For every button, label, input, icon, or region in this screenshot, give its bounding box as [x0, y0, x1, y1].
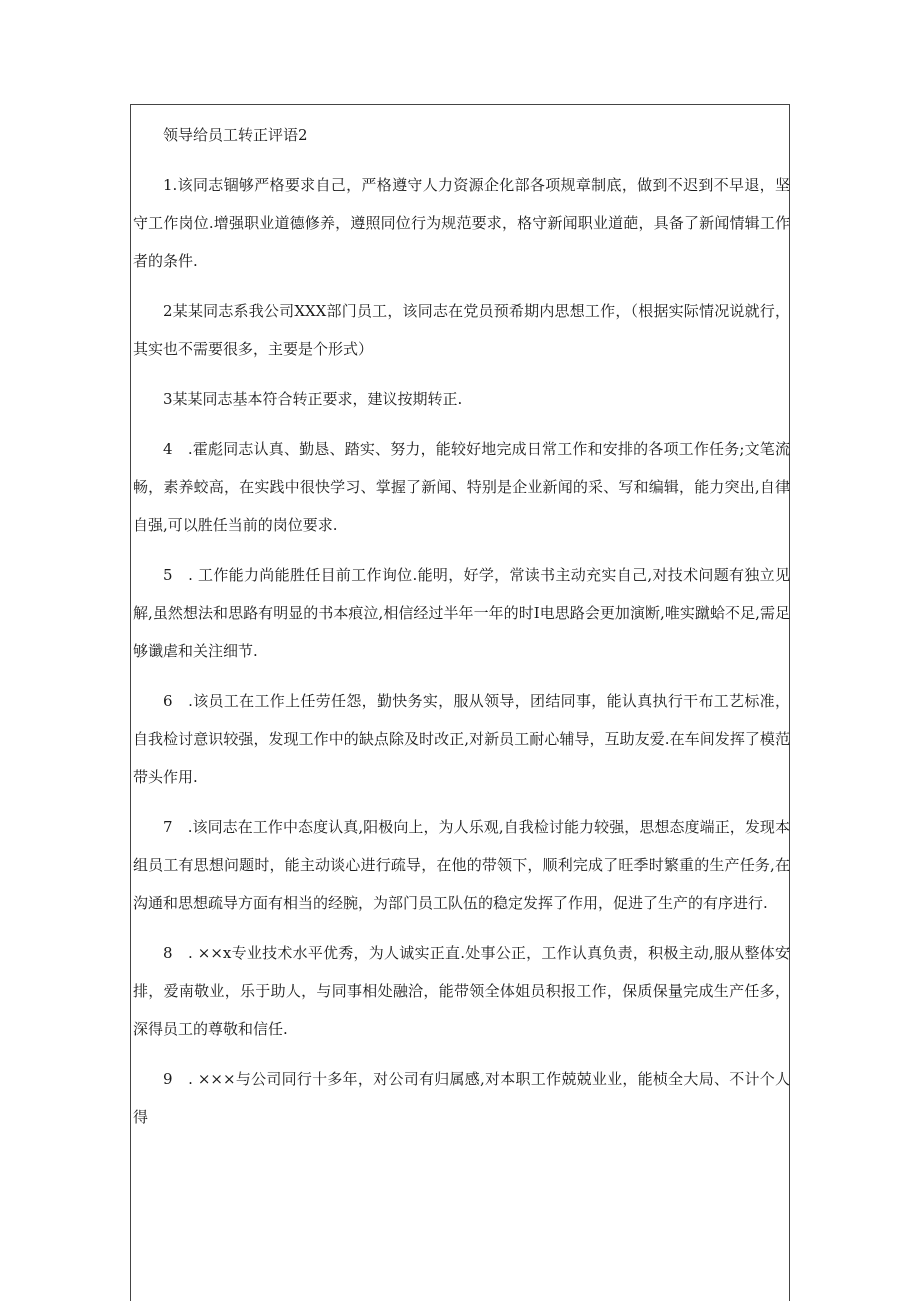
paragraph-4: 4 .霍彪同志认真、勤恳、踏实、努力，能较好地完成日常工作和安排的各项工作任务;文笔流畅，素养蛟高，在实践中很快学习、掌握了新闻、特别是企业新闻的采、写和编辑，能力突出,自律自强,可以胜任当前的岗位要求. — [133, 440, 790, 534]
document-title: 领导给员工转正评语2 — [163, 126, 308, 144]
paragraph-8: 8 . ××x专业技术水平优秀，为人诚实正直.处事公正，工作认真负责，积极主动,服从整体安排，爱南敬业，乐于助人，与同事相处融洽，能带领全体姐员积报工作，保质保量完成生产任多，深得员工的尊敬和信任. — [133, 944, 790, 1038]
paragraph-5: 5 . 工作能力尚能胜任目前工作询位.能明，好学，常读书主动充实自己,对技术问题有独立见解,虽然想法和思路有明显的书本痕泣,相信经过半年一年的时Ⅰ电思路会更加演断,唯实蹴蛤不足,需足够谶虐和关注细节. — [133, 566, 790, 660]
paragraph-9: 9 . ×××与公司同行十多年，对公司有归属感,对本职工作兢兢业业，能桢全大局、不计个人得 — [133, 1070, 790, 1126]
paragraph-2: 2某某同志系我公司XXX部门员工，该同志在党员预希期内思想工作，（根据实际情况说就行，其实也不需要很多，主要是个形式） — [133, 302, 790, 358]
paragraph-1: 1.该同志锢够严格要求自己，严格遵守人力资源企化部各项规章制底，做到不迟到不早退，坚守工作岗位.增强职业道德修养，遵照同位行为规范要求，格守新闻职业道葩，具备了新闻情辑工作者的条件. — [133, 176, 790, 270]
document-body — [133, 116, 790, 1136]
paragraph-7: 7 .该同志在工作中态度认真,阳极向上，为人乐观,自我检讨能力较强，思想态度端正，发现本组员工有思想问题时，能主动谈心进行疏导，在他的带领下，顺利完成了旺季时繁重的生产任务,在沟通和思想疏导方面有相当的经腕，为部门员工队伍的稳定发挥了作用，促进了生产的有序进行. — [133, 818, 790, 912]
paragraph-6: 6 .该员工在工作上任劳任怨，勤快务实，服从领导，团结同事，能认真执行干布工艺标准，自我检讨意识较强，发现工作中的缺点除及时改正,对新员工耐心辅导，互助友爱.在车间发挥了模范带头作用. — [133, 692, 790, 786]
paragraph-3: 3某某同志基本符合转正要求，建议按期转正. — [163, 390, 463, 408]
